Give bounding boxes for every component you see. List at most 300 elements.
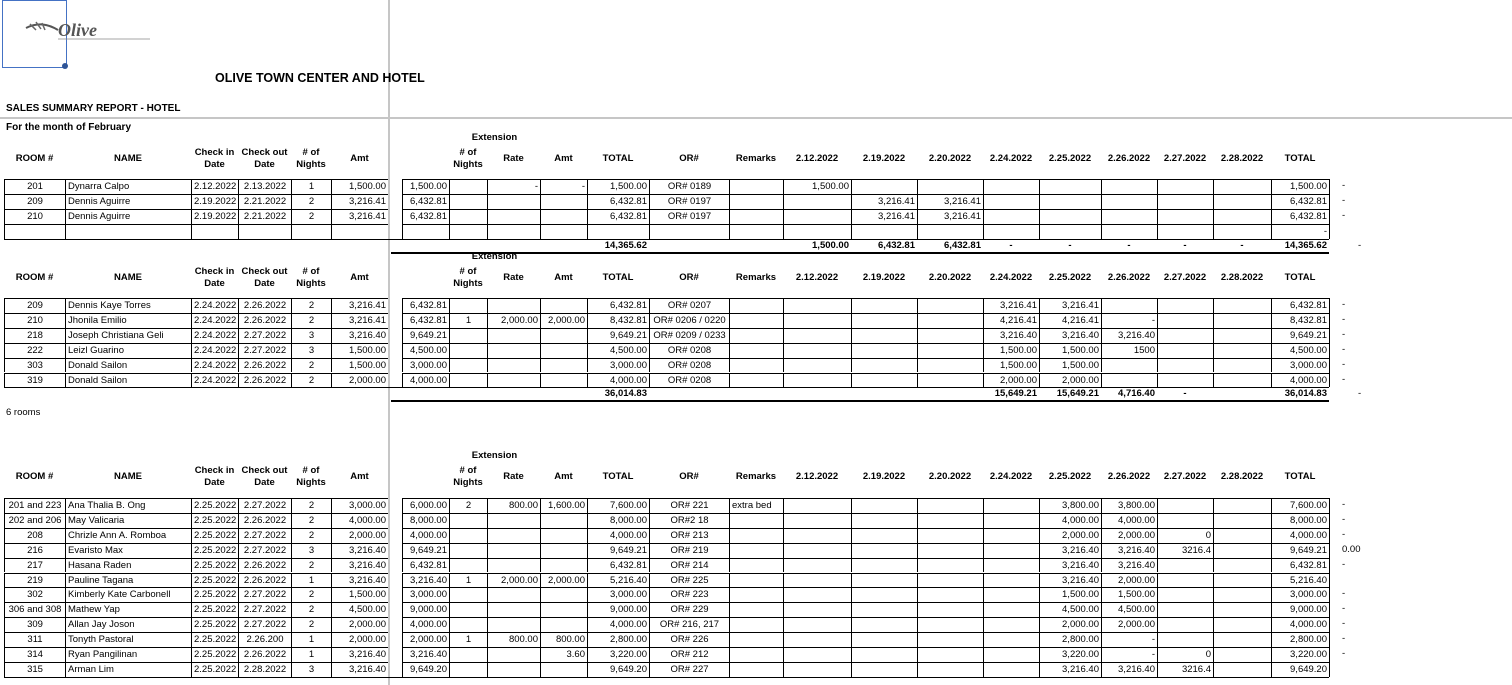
cell-d6[interactable]: 3216.4 xyxy=(1157,662,1213,677)
cell-rate[interactable] xyxy=(487,558,540,573)
cell-ci[interactable]: 2.19.2022 xyxy=(191,209,238,224)
cell-ci[interactable]: 2.19.2022 xyxy=(191,194,238,209)
cell-d5[interactable]: 4,000.00 xyxy=(1101,513,1157,528)
cell-ci[interactable]: 2.25.2022 xyxy=(191,498,238,513)
cell-d7[interactable] xyxy=(1213,498,1271,513)
cell-name[interactable]: Kimberly Kate Carbonell xyxy=(65,587,191,602)
cell-d2[interactable] xyxy=(917,647,983,662)
cell-d0[interactable] xyxy=(783,313,851,328)
cell-d1[interactable] xyxy=(851,528,917,543)
cell-room[interactable]: 209 xyxy=(4,194,65,209)
cell-rate[interactable] xyxy=(487,662,540,677)
cell-d7[interactable] xyxy=(1213,373,1271,388)
cell-sub[interactable]: 6,432.81 xyxy=(402,298,449,313)
cell-total[interactable]: 1,500.00 xyxy=(587,179,649,194)
cell-d0[interactable] xyxy=(783,617,851,632)
table-row[interactable] xyxy=(0,343,1400,358)
cell-name[interactable]: Joseph Christiana Geli xyxy=(65,328,191,343)
cell-ci[interactable]: 2.24.2022 xyxy=(191,298,238,313)
cell-d0[interactable] xyxy=(783,647,851,662)
cell-d7[interactable] xyxy=(1213,513,1271,528)
cell-name[interactable]: Donald Sailon xyxy=(65,358,191,373)
cell-ci[interactable]: 2.12.2022 xyxy=(191,179,238,194)
cell-en[interactable] xyxy=(449,647,487,662)
cell-rate[interactable]: - xyxy=(487,179,540,194)
cell-d4[interactable] xyxy=(1039,224,1101,239)
cell-room[interactable]: 314 xyxy=(4,647,65,662)
cell-name[interactable]: Jhonila Emilio xyxy=(65,313,191,328)
cell-rate[interactable] xyxy=(487,343,540,358)
cell-sub[interactable]: 9,649.20 xyxy=(402,662,449,677)
cell-n[interactable]: 1 xyxy=(291,632,331,647)
cell-d7[interactable] xyxy=(1213,313,1271,328)
cell-co[interactable]: 2.27.2022 xyxy=(238,343,291,358)
cell-d0[interactable] xyxy=(783,587,851,602)
cell-d6[interactable]: 0 xyxy=(1157,528,1213,543)
cell-d6[interactable] xyxy=(1157,224,1213,239)
cell-rate[interactable]: 800.00 xyxy=(487,498,540,513)
cell-amt[interactable]: 3,216.40 xyxy=(331,328,388,343)
cell-d1[interactable]: 3,216.41 xyxy=(851,194,917,209)
cell-or[interactable]: OR# 229 xyxy=(649,602,729,617)
cell-total[interactable]: 6,432.81 xyxy=(587,558,649,573)
cell-room[interactable]: 218 xyxy=(4,328,65,343)
cell-x[interactable]: - xyxy=(1342,618,1346,630)
cell-sub[interactable]: 4,000.00 xyxy=(402,528,449,543)
cell-total[interactable]: 4,500.00 xyxy=(587,343,649,358)
cell-gt[interactable]: 3,000.00 xyxy=(1271,587,1329,602)
cell-co[interactable]: 2.27.2022 xyxy=(238,543,291,558)
cell-en[interactable] xyxy=(449,224,487,239)
cell-d6[interactable] xyxy=(1157,298,1213,313)
cell-amt[interactable]: 3,000.00 xyxy=(331,498,388,513)
cell-total[interactable]: 6,432.81 xyxy=(587,209,649,224)
cell-x[interactable]: - xyxy=(1342,528,1346,540)
cell-rem[interactable] xyxy=(729,602,783,617)
cell-gt[interactable]: 2,800.00 xyxy=(1271,632,1329,647)
cell-n[interactable]: 2 xyxy=(291,358,331,373)
cell-d2[interactable] xyxy=(917,543,983,558)
cell-name[interactable]: Leizl Guarino xyxy=(65,343,191,358)
cell-d2[interactable] xyxy=(917,617,983,632)
cell-n[interactable]: 2 xyxy=(291,602,331,617)
table-row[interactable] xyxy=(0,498,1400,513)
cell-name[interactable]: Ana Thalia B. Ong xyxy=(65,498,191,513)
table-row[interactable] xyxy=(0,602,1400,617)
cell-d3[interactable] xyxy=(983,573,1039,588)
cell-rate[interactable]: 800.00 xyxy=(487,632,540,647)
cell-d7[interactable] xyxy=(1213,662,1271,677)
cell-amt[interactable]: 3,216.40 xyxy=(331,662,388,677)
cell-amt[interactable]: 2,000.00 xyxy=(331,617,388,632)
cell-x[interactable]: 0.00 xyxy=(1342,543,1361,555)
cell-d5[interactable] xyxy=(1101,373,1157,388)
cell-n[interactable]: 1 xyxy=(291,573,331,588)
cell-d0[interactable]: 1,500.00 xyxy=(783,179,851,194)
cell-room[interactable]: 219 xyxy=(4,573,65,588)
cell-eamt[interactable] xyxy=(540,194,587,209)
cell-rate[interactable]: 2,000.00 xyxy=(487,313,540,328)
cell-d1[interactable] xyxy=(851,602,917,617)
cell-d7[interactable] xyxy=(1213,587,1271,602)
cell-eamt[interactable] xyxy=(540,528,587,543)
cell-n[interactable]: 2 xyxy=(291,558,331,573)
cell-eamt[interactable]: 1,600.00 xyxy=(540,498,587,513)
cell-d4[interactable] xyxy=(1039,179,1101,194)
cell-eamt[interactable] xyxy=(540,209,587,224)
cell-total[interactable]: 7,600.00 xyxy=(587,498,649,513)
cell-eamt[interactable] xyxy=(540,373,587,388)
cell-d1[interactable] xyxy=(851,587,917,602)
cell-sub[interactable]: 9,649.21 xyxy=(402,543,449,558)
cell-name[interactable]: May Valicaria xyxy=(65,513,191,528)
cell-rate[interactable] xyxy=(487,328,540,343)
cell-d3[interactable] xyxy=(983,224,1039,239)
cell-or[interactable]: OR# 219 xyxy=(649,543,729,558)
cell-d0[interactable] xyxy=(783,528,851,543)
cell-d2[interactable] xyxy=(917,662,983,677)
cell-eamt[interactable] xyxy=(540,343,587,358)
cell-sub[interactable]: 4,000.00 xyxy=(402,617,449,632)
cell-eamt[interactable] xyxy=(540,602,587,617)
cell-gt[interactable]: 4,000.00 xyxy=(1271,528,1329,543)
cell-d7[interactable] xyxy=(1213,328,1271,343)
cell-total[interactable]: 8,000.00 xyxy=(587,513,649,528)
cell-d3[interactable]: 1,500.00 xyxy=(983,343,1039,358)
cell-rem[interactable] xyxy=(729,617,783,632)
cell-total[interactable]: 9,649.21 xyxy=(587,543,649,558)
cell-room[interactable]: 209 xyxy=(4,298,65,313)
cell-rate[interactable] xyxy=(487,647,540,662)
table-row[interactable] xyxy=(0,209,1400,224)
cell-d5[interactable]: 3,216.40 xyxy=(1101,662,1157,677)
cell-d2[interactable] xyxy=(917,573,983,588)
cell-d7[interactable] xyxy=(1213,528,1271,543)
cell-d3[interactable] xyxy=(983,602,1039,617)
cell-d4[interactable]: 2,000.00 xyxy=(1039,617,1101,632)
cell-amt[interactable]: 4,000.00 xyxy=(331,513,388,528)
cell-d4[interactable]: 2,000.00 xyxy=(1039,373,1101,388)
cell-x[interactable]: - xyxy=(1342,194,1346,206)
cell-or[interactable]: OR# 0197 xyxy=(649,194,729,209)
cell-amt[interactable]: 1,500.00 xyxy=(331,587,388,602)
cell-or[interactable]: OR# 226 xyxy=(649,632,729,647)
cell-d2[interactable] xyxy=(917,343,983,358)
cell-co[interactable]: 2.26.2022 xyxy=(238,358,291,373)
cell-name[interactable]: Evaristo Max xyxy=(65,543,191,558)
cell-rem[interactable] xyxy=(729,328,783,343)
cell-d3[interactable] xyxy=(983,179,1039,194)
cell-en[interactable] xyxy=(449,602,487,617)
cell-d6[interactable] xyxy=(1157,498,1213,513)
cell-d2[interactable] xyxy=(917,632,983,647)
cell-total[interactable]: 3,000.00 xyxy=(587,358,649,373)
cell-en[interactable] xyxy=(449,617,487,632)
cell-rate[interactable]: 2,000.00 xyxy=(487,573,540,588)
cell-n[interactable]: 2 xyxy=(291,528,331,543)
cell-d4[interactable]: 3,216.40 xyxy=(1039,328,1101,343)
cell-gt[interactable]: 3,000.00 xyxy=(1271,358,1329,373)
cell-ci[interactable] xyxy=(191,224,238,239)
cell-d5[interactable] xyxy=(1101,358,1157,373)
cell-amt[interactable]: 3,216.40 xyxy=(331,573,388,588)
cell-rate[interactable] xyxy=(487,602,540,617)
table-row[interactable] xyxy=(0,298,1400,313)
cell-x[interactable]: - xyxy=(1342,180,1346,191)
cell-room[interactable]: 217 xyxy=(4,558,65,573)
cell-en[interactable] xyxy=(449,587,487,602)
cell-x[interactable]: - xyxy=(1342,558,1346,570)
cell-d6[interactable] xyxy=(1157,179,1213,194)
cell-sub[interactable]: 1,500.00 xyxy=(402,179,449,194)
cell-amt[interactable]: 3,216.41 xyxy=(331,298,388,313)
cell-d6[interactable] xyxy=(1157,313,1213,328)
cell-or[interactable]: OR# 221 xyxy=(649,498,729,513)
cell-amt[interactable]: 3,216.41 xyxy=(331,194,388,209)
cell-d4[interactable]: 1,500.00 xyxy=(1039,587,1101,602)
cell-room[interactable]: 303 xyxy=(4,358,65,373)
cell-n[interactable]: 1 xyxy=(291,647,331,662)
cell-d0[interactable] xyxy=(783,498,851,513)
cell-room[interactable]: 319 xyxy=(4,373,65,388)
cell-d3[interactable] xyxy=(983,587,1039,602)
cell-d7[interactable] xyxy=(1213,647,1271,662)
cell-d4[interactable]: 4,000.00 xyxy=(1039,513,1101,528)
cell-eamt[interactable] xyxy=(540,358,587,373)
cell-rate[interactable] xyxy=(487,194,540,209)
cell-d1[interactable] xyxy=(851,573,917,588)
cell-d7[interactable] xyxy=(1213,194,1271,209)
cell-x[interactable]: - xyxy=(1342,343,1346,355)
cell-d1[interactable] xyxy=(851,647,917,662)
cell-rem[interactable] xyxy=(729,373,783,388)
cell-d4[interactable] xyxy=(1039,209,1101,224)
cell-co[interactable]: 2.27.2022 xyxy=(238,602,291,617)
cell-d1[interactable] xyxy=(851,558,917,573)
cell-room[interactable]: 315 xyxy=(4,662,65,677)
cell-eamt[interactable] xyxy=(540,328,587,343)
cell-d7[interactable] xyxy=(1213,179,1271,194)
cell-eamt[interactable] xyxy=(540,558,587,573)
cell-d4[interactable]: 3,216.40 xyxy=(1039,558,1101,573)
cell-total[interactable]: 6,432.81 xyxy=(587,194,649,209)
cell-name[interactable]: Arman Lim xyxy=(65,662,191,677)
cell-en[interactable]: 2 xyxy=(449,498,487,513)
cell-amt[interactable]: 4,500.00 xyxy=(331,602,388,617)
cell-co[interactable]: 2.26.2022 xyxy=(238,513,291,528)
cell-rem[interactable] xyxy=(729,513,783,528)
cell-room[interactable]: 311 xyxy=(4,632,65,647)
cell-d4[interactable]: 4,500.00 xyxy=(1039,602,1101,617)
cell-d1[interactable] xyxy=(851,313,917,328)
cell-x[interactable]: - xyxy=(1342,358,1346,370)
cell-sub[interactable]: 4,500.00 xyxy=(402,343,449,358)
cell-co[interactable]: 2.26.2022 xyxy=(238,647,291,662)
cell-d6[interactable] xyxy=(1157,573,1213,588)
table-row[interactable] xyxy=(0,662,1400,677)
cell-name[interactable]: Dynarra Calpo xyxy=(65,179,191,194)
cell-d5[interactable]: 4,500.00 xyxy=(1101,602,1157,617)
cell-amt[interactable]: 2,000.00 xyxy=(331,632,388,647)
cell-co[interactable]: 2.26.2022 xyxy=(238,298,291,313)
cell-d1[interactable] xyxy=(851,179,917,194)
cell-d4[interactable]: 1,500.00 xyxy=(1039,343,1101,358)
cell-co[interactable]: 2.27.2022 xyxy=(238,528,291,543)
cell-d2[interactable] xyxy=(917,358,983,373)
cell-en[interactable] xyxy=(449,328,487,343)
cell-rate[interactable] xyxy=(487,617,540,632)
table-row[interactable] xyxy=(0,543,1400,558)
cell-d4[interactable]: 3,216.40 xyxy=(1039,662,1101,677)
cell-d7[interactable] xyxy=(1213,298,1271,313)
cell-or[interactable]: OR# 225 xyxy=(649,573,729,588)
table-row[interactable] xyxy=(0,528,1400,543)
cell-room[interactable]: 210 xyxy=(4,209,65,224)
cell-d7[interactable] xyxy=(1213,343,1271,358)
cell-co[interactable]: 2.26.200 xyxy=(238,632,291,647)
cell-sub[interactable]: 3,216.40 xyxy=(402,647,449,662)
cell-d1[interactable] xyxy=(851,343,917,358)
cell-d7[interactable] xyxy=(1213,602,1271,617)
cell-sub[interactable]: 3,000.00 xyxy=(402,587,449,602)
cell-ci[interactable]: 2.25.2022 xyxy=(191,573,238,588)
cell-d1[interactable] xyxy=(851,224,917,239)
cell-co[interactable]: 2.21.2022 xyxy=(238,209,291,224)
cell-d2[interactable]: 3,216.41 xyxy=(917,209,983,224)
cell-d1[interactable] xyxy=(851,543,917,558)
cell-co[interactable]: 2.26.2022 xyxy=(238,558,291,573)
cell-or[interactable]: OR# 0207 xyxy=(649,298,729,313)
cell-d5[interactable]: 3,216.40 xyxy=(1101,328,1157,343)
cell-eamt[interactable] xyxy=(540,587,587,602)
cell-d1[interactable] xyxy=(851,358,917,373)
table-row[interactable] xyxy=(0,617,1400,632)
cell-d2[interactable] xyxy=(917,587,983,602)
cell-n[interactable] xyxy=(291,224,331,239)
cell-en[interactable]: 1 xyxy=(449,573,487,588)
cell-rem[interactable] xyxy=(729,224,783,239)
cell-x[interactable]: - xyxy=(1342,373,1346,385)
cell-d3[interactable]: 1,500.00 xyxy=(983,358,1039,373)
cell-d0[interactable] xyxy=(783,373,851,388)
cell-name[interactable]: Ryan Pangilinan xyxy=(65,647,191,662)
cell-d0[interactable] xyxy=(783,224,851,239)
cell-d1[interactable] xyxy=(851,328,917,343)
cell-rem[interactable]: extra bed xyxy=(729,498,783,513)
cell-n[interactable]: 2 xyxy=(291,313,331,328)
cell-rem[interactable] xyxy=(729,558,783,573)
cell-sub[interactable]: 3,000.00 xyxy=(402,358,449,373)
cell-amt[interactable] xyxy=(331,224,388,239)
cell-amt[interactable]: 1,500.00 xyxy=(331,343,388,358)
cell-d0[interactable] xyxy=(783,194,851,209)
cell-d2[interactable] xyxy=(917,513,983,528)
cell-d6[interactable] xyxy=(1157,194,1213,209)
cell-d2[interactable]: 3,216.41 xyxy=(917,194,983,209)
cell-d4[interactable]: 3,216.41 xyxy=(1039,298,1101,313)
cell-n[interactable]: 3 xyxy=(291,343,331,358)
cell-rem[interactable] xyxy=(729,543,783,558)
cell-or[interactable]: OR# 0197 xyxy=(649,209,729,224)
cell-amt[interactable]: 2,000.00 xyxy=(331,373,388,388)
cell-d2[interactable] xyxy=(917,602,983,617)
table-row[interactable] xyxy=(0,313,1400,328)
cell-total[interactable]: 4,000.00 xyxy=(587,617,649,632)
cell-x[interactable] xyxy=(1340,224,1380,239)
cell-d2[interactable] xyxy=(917,558,983,573)
cell-amt[interactable]: 3,216.40 xyxy=(331,647,388,662)
cell-sub[interactable]: 2,000.00 xyxy=(402,632,449,647)
cell-total[interactable]: 3,220.00 xyxy=(587,647,649,662)
cell-d3[interactable] xyxy=(983,543,1039,558)
cell-rate[interactable] xyxy=(487,358,540,373)
table-row[interactable] xyxy=(0,647,1400,662)
cell-amt[interactable]: 3,216.40 xyxy=(331,543,388,558)
cell-sub[interactable] xyxy=(402,224,449,239)
cell-d4[interactable]: 3,216.40 xyxy=(1039,573,1101,588)
cell-x[interactable]: - xyxy=(1342,588,1346,600)
cell-total[interactable]: 9,000.00 xyxy=(587,602,649,617)
cell-eamt[interactable]: 2,000.00 xyxy=(540,313,587,328)
cell-or[interactable]: OR# 0208 xyxy=(649,343,729,358)
cell-d6[interactable] xyxy=(1157,632,1213,647)
cell-d5[interactable] xyxy=(1101,298,1157,313)
cell-n[interactable]: 2 xyxy=(291,194,331,209)
cell-d6[interactable] xyxy=(1157,602,1213,617)
cell-en[interactable]: 1 xyxy=(449,313,487,328)
cell-d3[interactable] xyxy=(983,528,1039,543)
cell-rate[interactable] xyxy=(487,513,540,528)
cell-sub[interactable]: 6,432.81 xyxy=(402,313,449,328)
cell-d1[interactable] xyxy=(851,298,917,313)
cell-total[interactable]: 9,649.21 xyxy=(587,328,649,343)
cell-x[interactable]: - xyxy=(1342,299,1346,310)
cell-d0[interactable] xyxy=(783,558,851,573)
cell-total[interactable]: 2,800.00 xyxy=(587,632,649,647)
cell-eamt[interactable]: - xyxy=(540,179,587,194)
cell-en[interactable] xyxy=(449,543,487,558)
cell-room[interactable]: 216 xyxy=(4,543,65,558)
cell-rate[interactable] xyxy=(487,528,540,543)
cell-or[interactable]: OR# 0208 xyxy=(649,373,729,388)
cell-d5[interactable]: 2,000.00 xyxy=(1101,617,1157,632)
cell-eamt[interactable] xyxy=(540,662,587,677)
cell-d3[interactable] xyxy=(983,194,1039,209)
cell-gt[interactable]: 6,432.81 xyxy=(1271,298,1329,313)
cell-eamt[interactable]: 2,000.00 xyxy=(540,573,587,588)
table-row[interactable] xyxy=(0,373,1400,388)
cell-name[interactable]: Dennis Aguirre xyxy=(65,209,191,224)
cell-en[interactable] xyxy=(449,298,487,313)
cell-en[interactable] xyxy=(449,209,487,224)
cell-ci[interactable]: 2.24.2022 xyxy=(191,328,238,343)
cell-d7[interactable] xyxy=(1213,358,1271,373)
cell-d1[interactable] xyxy=(851,632,917,647)
cell-d3[interactable]: 4,216.41 xyxy=(983,313,1039,328)
cell-rem[interactable] xyxy=(729,194,783,209)
cell-x[interactable]: - xyxy=(1342,648,1346,659)
cell-name[interactable]: Donald Sailon xyxy=(65,373,191,388)
cell-d5[interactable]: - xyxy=(1101,647,1157,662)
cell-d3[interactable]: 3,216.40 xyxy=(983,328,1039,343)
cell-ci[interactable]: 2.24.2022 xyxy=(191,358,238,373)
cell-amt[interactable]: 3,216.41 xyxy=(331,313,388,328)
cell-amt[interactable]: 3,216.40 xyxy=(331,558,388,573)
cell-en[interactable] xyxy=(449,513,487,528)
cell-rate[interactable] xyxy=(487,224,540,239)
cell-d0[interactable] xyxy=(783,632,851,647)
cell-d3[interactable]: 2,000.00 xyxy=(983,373,1039,388)
